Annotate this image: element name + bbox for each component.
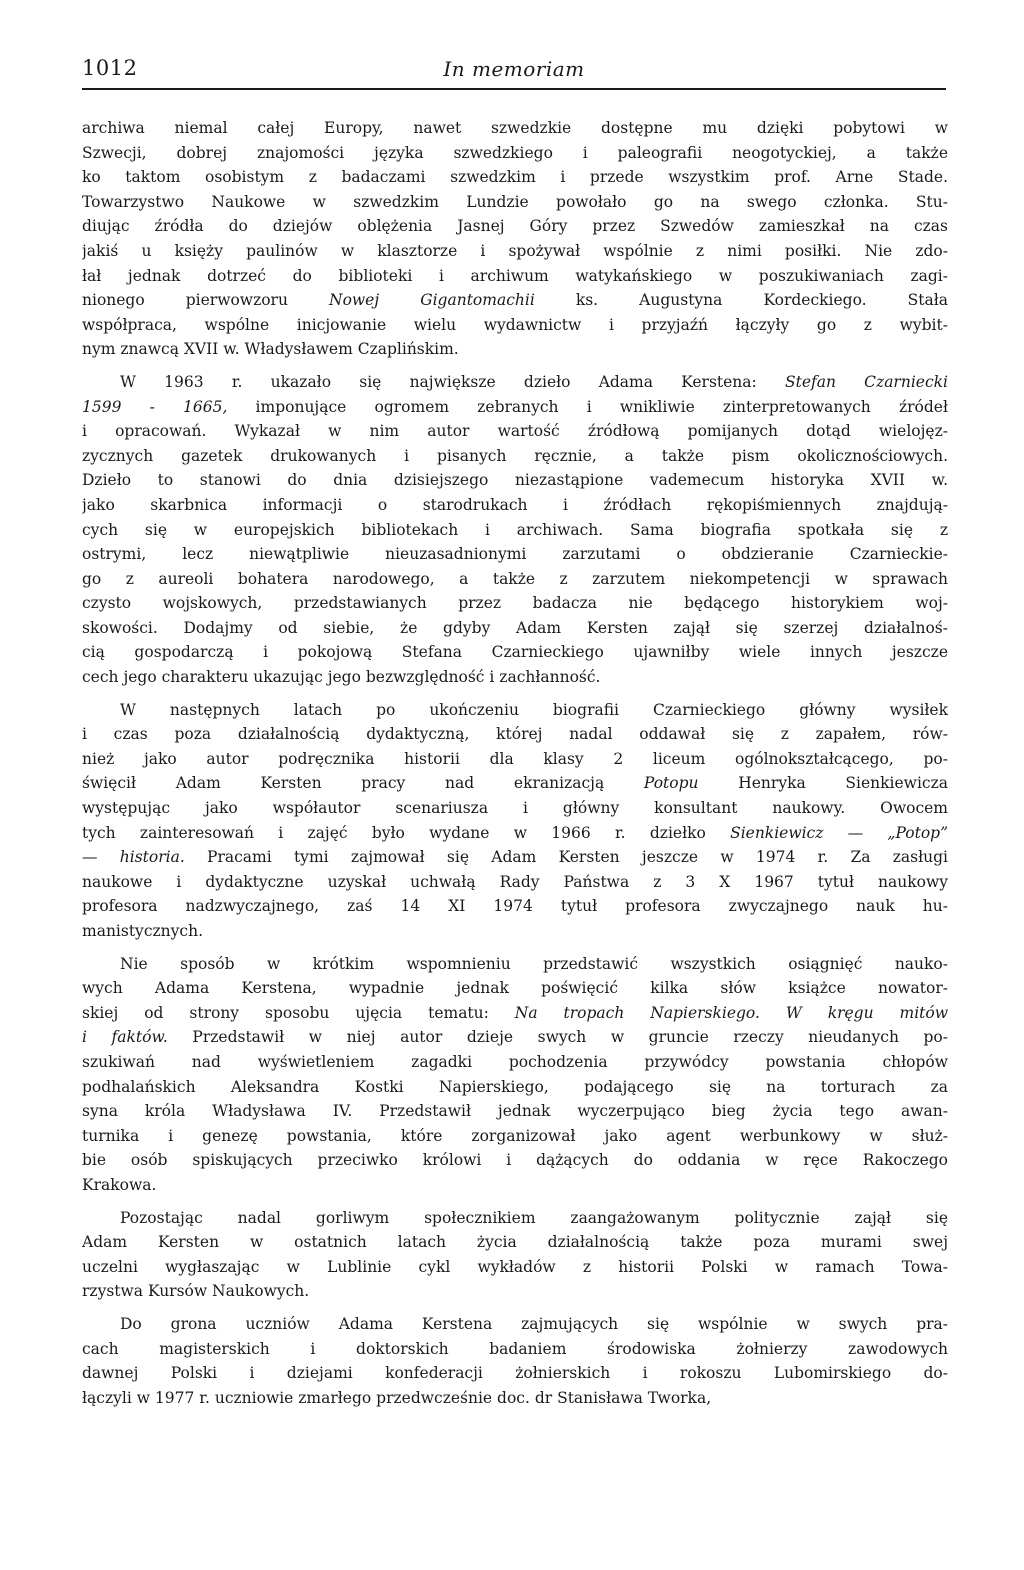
text-segment: ostrymi, lecz niewątpliwie nieuzasadnionymi zarzutami o obdzieranie Czarnieckie- [82, 545, 948, 564]
text-segment: cych się w europejskich bibliotekach i archiwach. Sama biografia spotkała się z [82, 520, 948, 539]
text-line [82, 1075, 948, 1100]
text-segment: występując jako współautor scenariusza i główny konsultant naukowy. Owocem [82, 799, 948, 818]
text-line [82, 640, 948, 665]
text-segment: profesora nadzwyczajnego, zaś 14 XI 1974 tytuł profesora zwyczajnego nauk hu- [82, 897, 948, 916]
text-line [82, 214, 948, 239]
text-segment: i czas poza działalnością dydaktyczną, której nadal oddawał się z zapałem, rów- [82, 725, 948, 744]
text-line [82, 116, 948, 141]
text-segment: zycznych gazetek drukowanych i pisanych ręcznie, a także pism okolicznościowych. [82, 446, 948, 465]
text-line [82, 747, 948, 772]
text-segment: skiej od strony sposobu ujęcia tematu: [82, 1003, 515, 1022]
text-segment: archiwa niemal całej Europy, nawet szwedzkie dostępne mu dzięki pobytowi w [82, 119, 948, 137]
text-line [82, 665, 948, 690]
text-line [82, 518, 948, 543]
text-line [82, 542, 948, 567]
italic-title-text: Potopu [643, 774, 699, 793]
italic-title-text: Stefan Czarniecki [784, 372, 948, 391]
text-line [82, 337, 948, 362]
text-line [82, 976, 948, 1001]
text-line [82, 796, 948, 821]
text-line [82, 1025, 948, 1050]
text-segment: nym znawcą XVII w. Władysławem Czaplińskim. [82, 340, 459, 359]
text-line [82, 313, 948, 338]
text-line [82, 698, 948, 723]
text-segment: szukiwań nad wyświetleniem zagadki pochodzenia przywódcy powstania chłopów [82, 1052, 948, 1071]
text-segment: czysto wojskowych, przedstawianych przez badacza nie będącego historykiem woj- [82, 594, 948, 613]
text-line [82, 845, 948, 870]
text-line [82, 1279, 948, 1304]
text-line [82, 919, 948, 944]
text-segment: święcił Adam Kersten pracy nad ekranizacją [82, 774, 644, 793]
text-line [82, 1124, 948, 1149]
text-line [82, 1148, 948, 1173]
text-line [82, 1050, 948, 1075]
text-line [82, 894, 948, 919]
paragraph [82, 370, 948, 690]
text-segment: cach magisterskich i doktorskich badaniem środowiska żołnierzy zawodowych [82, 1339, 948, 1358]
text-segment: turnika i genezę powstania, które zorganizował jako agent werbunkowy w służ- [82, 1126, 948, 1145]
text-segment: Pozostając nadal gorliwym społecznikiem zaangażowanym politycznie zajął się [120, 1208, 948, 1227]
text-segment: Szwecji, dobrej znajomości języka szwedzkiego i paleografii neogotyckiej, a także [82, 143, 948, 162]
text-segment: współpraca, wspólne inicjowanie wielu wydawnictw i przyjaźń łączyły go z wybit- [82, 315, 948, 334]
text-line [82, 370, 948, 395]
text-line [82, 165, 948, 190]
text-line [82, 444, 948, 469]
text-segment: W następnych latach po ukończeniu biografii Czarnieckiego główny wysiłek [120, 700, 948, 719]
paragraph [82, 952, 948, 1198]
text-segment: jako skarbnica informacji o starodrukach i źródłach rękopiśmiennych znajdują- [82, 495, 948, 514]
text-segment: manistycznych. [82, 922, 203, 940]
text-segment: Do grona uczniów Adama Kerstena zajmujących się wspólnie w swych pra- [120, 1314, 948, 1333]
text-line [82, 264, 948, 289]
text-segment: rzystwa Kursów Naukowych. [82, 1282, 310, 1301]
text-segment: ks. Augustyna Kordeckiego. Stała [534, 291, 948, 310]
text-line [82, 616, 948, 641]
text-segment: podhalańskich Aleksandra Kostki Napierskiego, podającego się na torturach za [82, 1077, 948, 1096]
italic-title-text: i faktów. [82, 1028, 168, 1047]
italic-title-text: 1599 - 1665, [82, 397, 228, 416]
text-line [82, 288, 948, 313]
text-line [82, 722, 948, 747]
text-line [82, 1386, 948, 1411]
text-segment: Henryka Sienkiewicza [698, 774, 948, 793]
italic-title-text: Na tropach Napierskiego. W kręgu mitów [514, 1003, 948, 1022]
text-segment: bie osób spiskujących przeciwko królowi i dążących do oddania w ręce Rakoczego [82, 1151, 948, 1170]
text-segment: W 1963 r. ukazało się największe dzieło Adama Kerstena: [120, 372, 785, 391]
paragraph [82, 1312, 948, 1410]
text-segment: Adam Kersten w ostatnich latach życia działalnością także poza murami swej [82, 1233, 948, 1252]
text-segment: skowości. Dodajmy od siebie, że gdyby Adam Kersten zajął się szerzej działalnoś- [82, 618, 948, 637]
text-line [82, 141, 948, 166]
text-line [82, 591, 948, 616]
text-segment: diując źródła do dziejów oblężenia Jasnej Góry przez Szwedów zamieszkał na czas [82, 217, 948, 236]
text-segment: tych zainteresowań i zajęć było wydane w 1966 r. dziełko [82, 823, 731, 842]
text-line [82, 1206, 948, 1231]
text-segment: cech jego charakteru ukazując jego bezwzględność i zachłanność. [82, 668, 601, 687]
page-number: 1012 [82, 56, 138, 80]
text-line [82, 567, 948, 592]
text-segment: go z aureoli bohatera narodowego, a także z zarzutem niekompetencji w sprawach [82, 569, 948, 588]
text-line [82, 395, 948, 420]
text-segment: łał jednak dotrzeć do biblioteki i archiwum watykańskiego w poszukiwaniach zagi- [82, 266, 948, 285]
text-segment: łączyli w 1977 r. uczniowie zmarłego przedwcześnie doc. dr Stanisława Tworka, [82, 1388, 712, 1407]
italic-title-text: — historia. [82, 848, 185, 867]
text-segment: Pracami tymi zajmował się Adam Kersten jeszcze w 1974 r. Za zasługi [184, 848, 948, 867]
text-segment: cią gospodarczą i pokojową Stefana Czarnieckiego ujawniłby wiele innych jeszcze [82, 643, 948, 662]
text-line [82, 1001, 948, 1026]
text-segment: uczelni wygłaszając w Lublinie cykl wykładów z historii Polski w ramach Towa- [82, 1257, 948, 1276]
text-line [82, 1312, 948, 1337]
text-segment: imponujące ogromem zebranych i wnikliwie zinterpretowanych źródeł [227, 397, 948, 416]
text-line [82, 1173, 948, 1198]
text-segment: Nie sposób w krótkim wspomnieniu przedstawić wszystkich osiągnięć nauko- [120, 954, 948, 973]
page-header [82, 54, 946, 90]
text-segment: i opracowań. Wykazał w nim autor wartość źródłową pomijanych dotąd wielojęz- [82, 422, 948, 441]
text-segment: Przedstawił w niej autor dzieje swych w gruncie rzeczy nieudanych po- [167, 1028, 948, 1047]
text-segment: naukowe i dydaktyczne uzyskał uchwałą Rady Państwa z 3 X 1967 tytuł naukowy [82, 872, 948, 891]
italic-title-text: Sienkiewicz — „Potop” [730, 823, 948, 842]
text-segment: jakiś u księży paulinów w klasztorze i spożywał wspólnie z nimi posiłki. Nie zdo- [82, 241, 948, 260]
text-line [82, 1337, 948, 1362]
paragraph [82, 698, 948, 944]
text-line [82, 1099, 948, 1124]
text-segment: nionego pierwowzoru [82, 291, 330, 310]
text-line [82, 1361, 948, 1386]
running-title: In memoriam [443, 57, 585, 81]
text-line [82, 239, 948, 264]
text-line [82, 419, 948, 444]
text-line [82, 493, 948, 518]
text-line [82, 952, 948, 977]
paragraph [82, 1206, 948, 1304]
text-line [82, 870, 948, 895]
text-segment: Towarzystwo Naukowe w szwedzkim Lundzie powołało go na swego członka. Stu- [82, 192, 948, 211]
text-segment: Dzieło to stanowi do dnia dzisiejszego niezastąpione vademecum historyka XVII w. [82, 471, 948, 490]
text-segment: wych Adama Kerstena, wypadnie jednak poświęcić kilka słów książce nowator- [82, 979, 948, 998]
text-segment: ko taktom osobistym z badaczami szwedzkim i przede wszystkim prof. Arne Stade. [82, 168, 948, 187]
text-segment: syna króla Władysława IV. Przedstawił jednak wyczerpująco bieg życia tego awan- [82, 1102, 948, 1121]
text-line [82, 1230, 948, 1255]
italic-title-text: Nowej Gigantomachii [329, 291, 535, 310]
text-segment: dawnej Polski i dziejami konfederacji żołnierskich i rokoszu Lubomirskiego do- [82, 1364, 948, 1383]
text-line [82, 1255, 948, 1280]
text-segment: Krakowa. [82, 1175, 157, 1194]
text-line [82, 771, 948, 796]
text-line [82, 821, 948, 846]
article-body [82, 116, 948, 1410]
text-line [82, 190, 948, 215]
text-segment: nież jako autor podręcznika historii dla klasy 2 liceum ogólnokształcącego, po- [82, 749, 948, 768]
text-line [82, 468, 948, 493]
paragraph [82, 116, 948, 362]
